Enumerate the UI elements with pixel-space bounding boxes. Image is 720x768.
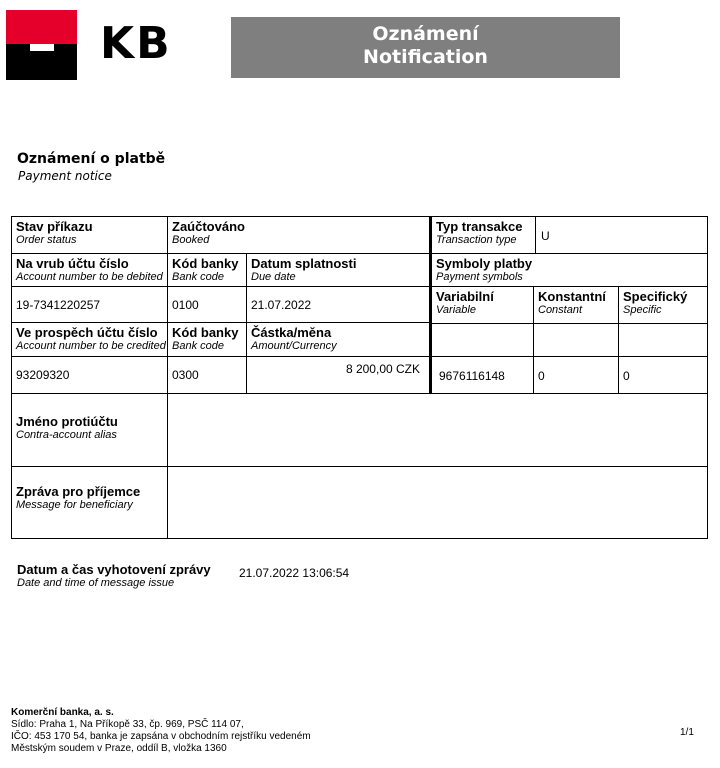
constant-symbol-value: 0	[538, 369, 545, 383]
due-date-value: 21.07.2022	[251, 298, 312, 312]
variable-label-cell	[430, 286, 534, 324]
kb-logo-mark	[6, 10, 77, 80]
payment-symbols-label: Symboly platby	[436, 256, 533, 271]
transaction-type-label-cell	[430, 216, 536, 254]
constant-label-en: Constant	[538, 304, 583, 316]
variable-symbol-gap-cell	[430, 323, 534, 357]
contra-alias-value-cell	[167, 393, 708, 467]
debit-account-label-en: Account number to be debited	[16, 271, 163, 283]
bank-code-2-label-en: Bank code	[172, 340, 224, 352]
issue-date-value: 21.07.2022 13:06:54	[239, 566, 350, 580]
page-number: 1/1	[680, 727, 694, 738]
credit-account-label-en: Account number to be credited	[16, 340, 166, 352]
bank-code-1-label: Kód banky	[172, 256, 239, 271]
debit-bank-code-value: 0100	[172, 298, 199, 312]
variable-label-en: Variable	[436, 304, 476, 316]
payment-symbols-label-en: Payment symbols	[436, 271, 523, 283]
document-subtitle: Payment notice	[18, 169, 112, 183]
constant-symbol-gap-cell	[533, 323, 619, 357]
credit-account-value: 93209320	[16, 368, 70, 382]
specific-symbol-value: 0	[623, 369, 630, 383]
credit-account-value-cell	[11, 356, 168, 394]
due-date-value-cell	[246, 286, 430, 323]
message-label: Zpráva pro příjemce	[16, 484, 141, 499]
message-label-en: Message for beneficiary	[16, 499, 133, 511]
specific-label-cell	[618, 286, 708, 324]
variable-symbol-value: 9676116148	[439, 369, 505, 383]
footer-registration: IČO: 453 170 54, banka je zapsána v obchodním rejstříku vedeném	[11, 731, 311, 742]
bank-code-2-label-cell	[167, 322, 247, 357]
amount-label: Částka/měna	[251, 325, 332, 340]
debit-account-value: 19-7341220257	[16, 298, 101, 312]
message-value-cell	[167, 466, 708, 539]
order-status-value: Zaúčtováno	[172, 219, 245, 234]
footer-court: Městským soudem v Praze, oddíl B, vložka 1360	[11, 743, 227, 754]
logo-white-bar	[30, 44, 54, 51]
contra-alias-label-en: Contra-account alias	[16, 429, 117, 441]
order-status-label-en: Order status	[16, 234, 77, 246]
issue-date-label-en: Date and time of message issue	[17, 577, 175, 589]
credit-account-label-cell	[11, 322, 168, 357]
amount-value-cell	[246, 356, 430, 394]
banner-title-cz: Oznámení	[372, 23, 479, 45]
due-date-label: Datum splatnosti	[251, 256, 357, 271]
banner-title-en: Notification	[363, 46, 488, 68]
debit-bank-code-value-cell	[167, 286, 247, 323]
logo-red-block	[6, 10, 77, 44]
debit-account-label: Na vrub účtu číslo	[16, 256, 129, 271]
debit-account-label-cell	[11, 253, 168, 287]
constant-label: Konstantní	[538, 289, 606, 304]
specific-label-en: Specific	[623, 304, 662, 316]
due-date-label-cell	[246, 253, 430, 287]
bank-code-2-label: Kód banky	[172, 325, 239, 340]
credit-bank-code-value-cell	[167, 356, 247, 394]
transaction-type-value-cell	[535, 216, 708, 254]
order-status-label-cell	[11, 216, 168, 254]
amount-label-en: Amount/Currency	[251, 340, 337, 352]
footer-address: Sídlo: Praha 1, Na Příkopě 33, čp. 969, PSČ 114 07,	[11, 719, 244, 730]
bank-code-1-label-en: Bank code	[172, 271, 224, 283]
credit-bank-code-value: 0300	[172, 368, 199, 382]
constant-symbol-value-cell	[533, 356, 619, 394]
transaction-type-label: Typ transakce	[436, 219, 523, 234]
document-title: Oznámení o platbě	[17, 151, 166, 167]
constant-label-cell	[533, 286, 619, 324]
message-label-cell	[11, 466, 168, 539]
amount-value: 8 200,00 CZK	[345, 362, 420, 376]
order-status-value-cell	[167, 216, 430, 254]
amount-label-cell	[246, 322, 430, 357]
debit-account-value-cell	[11, 286, 168, 323]
footer-company: Komerční banka, a. s.	[11, 707, 114, 718]
variable-label: Variabilní	[436, 289, 494, 304]
payment-details-table	[11, 216, 708, 539]
due-date-label-en: Due date	[251, 271, 296, 283]
footer	[11, 707, 311, 755]
payment-symbols-label-cell	[430, 253, 708, 287]
contra-alias-label: Jméno protiúčtu	[16, 414, 118, 429]
variable-symbol-value-cell	[430, 356, 534, 394]
transaction-type-value: U	[541, 229, 550, 243]
order-status-value-en: Booked	[172, 234, 210, 246]
transaction-type-label-en: Transaction type	[436, 234, 517, 246]
bank-code-1-label-cell	[167, 253, 247, 287]
specific-label: Specifický	[623, 289, 688, 304]
contra-alias-label-cell	[11, 393, 168, 467]
order-status-label: Stav příkazu	[16, 219, 93, 234]
notification-banner	[231, 17, 620, 78]
kb-logo-text: KB	[100, 18, 172, 69]
issue-date-label: Datum a čas vyhotovení zprávy	[17, 562, 211, 577]
specific-symbol-gap-cell	[618, 323, 708, 357]
credit-account-label: Ve prospěch účtu číslo	[16, 325, 158, 340]
specific-symbol-value-cell	[618, 356, 708, 394]
